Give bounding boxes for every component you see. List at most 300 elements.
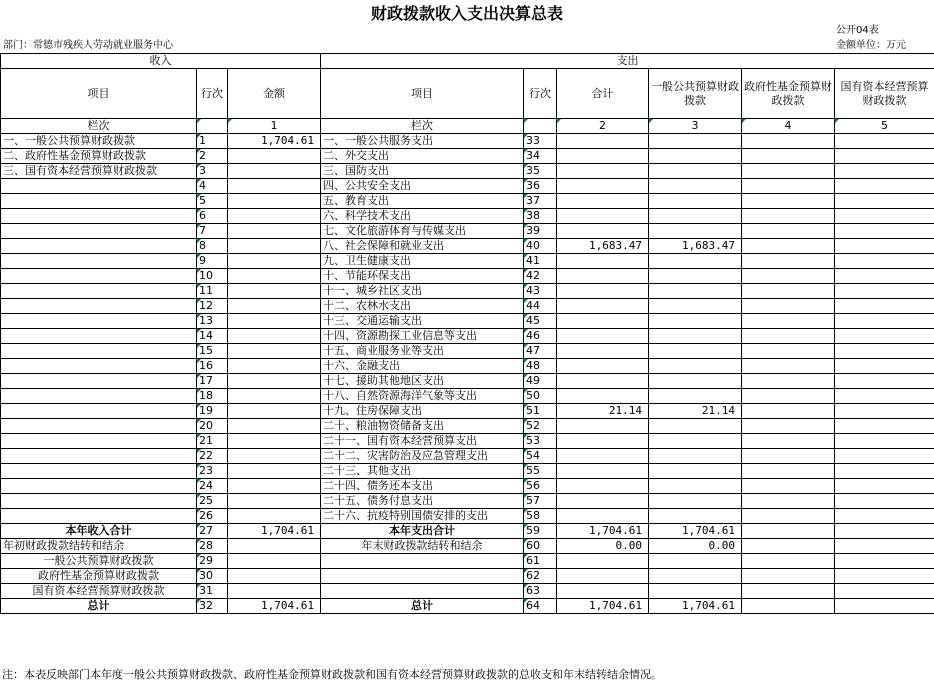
income-item bbox=[1, 329, 197, 344]
expense-general-budget bbox=[649, 509, 742, 524]
expense-general-budget bbox=[649, 494, 742, 509]
expense-fund-budget bbox=[742, 449, 835, 464]
expense-fund-budget bbox=[742, 299, 835, 314]
expense-row-no: 35 bbox=[524, 164, 557, 179]
expense-row-no: 40 bbox=[524, 239, 557, 254]
income-item: 本年收入合计 bbox=[1, 524, 197, 539]
income-item bbox=[1, 389, 197, 404]
col-index-1: 1 bbox=[228, 119, 321, 134]
col-index-2: 2 bbox=[557, 119, 649, 134]
income-item: 年初财政拨款结转和结余 bbox=[1, 539, 197, 554]
expense-total bbox=[557, 209, 649, 224]
table-row bbox=[1, 209, 934, 224]
income-item bbox=[1, 419, 197, 434]
expense-item: 二、外交支出 bbox=[321, 149, 524, 164]
income-amount bbox=[228, 389, 321, 404]
table-row bbox=[1, 389, 934, 404]
income-item bbox=[1, 299, 197, 314]
income-row-no: 4 bbox=[197, 179, 228, 194]
expense-state-capital bbox=[835, 179, 934, 194]
income-amount bbox=[228, 239, 321, 254]
expense-fund-budget bbox=[742, 419, 835, 434]
expense-total bbox=[557, 584, 649, 599]
expense-total bbox=[557, 269, 649, 284]
expense-total bbox=[557, 359, 649, 374]
expense-fund-budget bbox=[742, 509, 835, 524]
income-row-no: 27 bbox=[197, 524, 228, 539]
expense-row-no: 61 bbox=[524, 554, 557, 569]
expense-row-no: 57 bbox=[524, 494, 557, 509]
expense-row-no: 33 bbox=[524, 134, 557, 149]
expense-item: 本年支出合计 bbox=[321, 524, 524, 539]
col-index-label: 栏次 bbox=[1, 119, 197, 134]
income-item: 一般公共预算财政拨款 bbox=[1, 554, 197, 569]
income-amount bbox=[228, 509, 321, 524]
expense-state-capital bbox=[835, 494, 934, 509]
col-index-4: 4 bbox=[742, 119, 835, 134]
table-row bbox=[1, 449, 934, 464]
expense-general-budget: 1,683.47 bbox=[649, 239, 742, 254]
income-amount bbox=[228, 179, 321, 194]
expense-general-budget: 1,704.61 bbox=[649, 524, 742, 539]
expense-general-budget bbox=[649, 149, 742, 164]
expense-row-no: 53 bbox=[524, 434, 557, 449]
expense-state-capital bbox=[835, 164, 934, 179]
table-row bbox=[1, 479, 934, 494]
income-amount bbox=[228, 299, 321, 314]
income-row-no: 9 bbox=[197, 254, 228, 269]
expense-row-no: 43 bbox=[524, 284, 557, 299]
income-row-no: 26 bbox=[197, 509, 228, 524]
department-label: 部门：常德市残疾人劳动就业服务中心 bbox=[3, 40, 173, 51]
expense-total bbox=[557, 374, 649, 389]
income-item bbox=[1, 449, 197, 464]
expense-general-budget bbox=[649, 269, 742, 284]
expense-total bbox=[557, 434, 649, 449]
expense-item: 二十四、债务还本支出 bbox=[321, 479, 524, 494]
income-amount bbox=[228, 224, 321, 239]
expense-row-no: 63 bbox=[524, 584, 557, 599]
expense-fund-budget bbox=[742, 239, 835, 254]
expense-total bbox=[557, 479, 649, 494]
expense-item: 十九、住房保障支出 bbox=[321, 404, 524, 419]
income-item bbox=[1, 494, 197, 509]
expense-total bbox=[557, 314, 649, 329]
income-item bbox=[1, 509, 197, 524]
table-row bbox=[1, 554, 934, 569]
expense-fund-budget bbox=[742, 569, 835, 584]
income-row-no: 24 bbox=[197, 479, 228, 494]
income-item bbox=[1, 434, 197, 449]
table-row bbox=[1, 344, 934, 359]
income-amount: 1,704.61 bbox=[228, 599, 321, 614]
expense-general-budget bbox=[649, 419, 742, 434]
income-item bbox=[1, 224, 197, 239]
expense-fund-budget bbox=[742, 224, 835, 239]
table-row bbox=[1, 434, 934, 449]
expense-total bbox=[557, 284, 649, 299]
income-item bbox=[1, 374, 197, 389]
table-row bbox=[1, 299, 934, 314]
expense-general-budget bbox=[649, 314, 742, 329]
income-item bbox=[1, 479, 197, 494]
expense-state-capital bbox=[835, 194, 934, 209]
expense-general-budget bbox=[649, 224, 742, 239]
income-row-no: 25 bbox=[197, 494, 228, 509]
expense-item bbox=[321, 584, 524, 599]
income-amount bbox=[228, 314, 321, 329]
income-amount bbox=[228, 494, 321, 509]
expense-fund-budget bbox=[742, 269, 835, 284]
expense-general-budget bbox=[649, 194, 742, 209]
state-capital-header: 国有资本经营预算财政拨款 bbox=[835, 69, 934, 119]
income-amount bbox=[228, 569, 321, 584]
table-row bbox=[1, 254, 934, 269]
expense-state-capital bbox=[835, 584, 934, 599]
table-row bbox=[1, 524, 934, 539]
expense-state-capital bbox=[835, 359, 934, 374]
expense-total: 1,704.61 bbox=[557, 524, 649, 539]
report-title: 财政拨款收入支出决算总表 bbox=[370, 4, 563, 23]
table-row bbox=[1, 269, 934, 284]
income-row-no: 31 bbox=[197, 584, 228, 599]
income-amount bbox=[228, 344, 321, 359]
expense-total bbox=[557, 329, 649, 344]
expense-state-capital bbox=[835, 479, 934, 494]
income-row-no: 6 bbox=[197, 209, 228, 224]
expense-row-no: 55 bbox=[524, 464, 557, 479]
expense-item: 八、社会保障和就业支出 bbox=[321, 239, 524, 254]
expense-general-budget bbox=[649, 164, 742, 179]
expense-fund-budget bbox=[742, 329, 835, 344]
expense-state-capital bbox=[835, 254, 934, 269]
expense-row-no: 44 bbox=[524, 299, 557, 314]
income-amount bbox=[228, 539, 321, 554]
expense-total bbox=[557, 464, 649, 479]
income-row-no: 1 bbox=[197, 134, 228, 149]
expense-general-budget bbox=[649, 464, 742, 479]
income-item bbox=[1, 254, 197, 269]
expense-row-no: 46 bbox=[524, 329, 557, 344]
expense-item: 年末财政拨款结转和结余 bbox=[321, 539, 524, 554]
income-amount bbox=[228, 584, 321, 599]
expense-fund-budget bbox=[742, 194, 835, 209]
income-row-no: 15 bbox=[197, 344, 228, 359]
expense-fund-budget bbox=[742, 404, 835, 419]
table-row bbox=[1, 494, 934, 509]
expense-fund-budget bbox=[742, 434, 835, 449]
expense-state-capital bbox=[835, 434, 934, 449]
expense-fund-budget bbox=[742, 584, 835, 599]
total-header: 合计 bbox=[557, 69, 649, 119]
expense-item: 二十、粮油物资储备支出 bbox=[321, 419, 524, 434]
expense-row-no: 41 bbox=[524, 254, 557, 269]
income-row-no: 20 bbox=[197, 419, 228, 434]
income-amount bbox=[228, 404, 321, 419]
expense-general-budget bbox=[649, 584, 742, 599]
income-item: 三、国有资本经营预算财政拨款 bbox=[1, 164, 197, 179]
income-row-no: 7 bbox=[197, 224, 228, 239]
col-index-label-expense: 栏次 bbox=[321, 119, 524, 134]
expense-state-capital bbox=[835, 269, 934, 284]
table-row bbox=[1, 539, 934, 554]
income-item bbox=[1, 404, 197, 419]
table-row bbox=[1, 284, 934, 299]
income-amount bbox=[228, 269, 321, 284]
expense-item: 五、教育支出 bbox=[321, 194, 524, 209]
expense-total bbox=[557, 449, 649, 464]
income-row-no: 8 bbox=[197, 239, 228, 254]
general-budget-header: 一般公共预算财政拨款 bbox=[649, 69, 742, 119]
table-row bbox=[1, 569, 934, 584]
income-amount bbox=[228, 419, 321, 434]
income-amount bbox=[228, 359, 321, 374]
form-number: 公开04表 bbox=[836, 25, 879, 36]
finance-table bbox=[0, 53, 934, 614]
col-index-3: 3 bbox=[649, 119, 742, 134]
expense-state-capital bbox=[835, 464, 934, 479]
income-row-no: 13 bbox=[197, 314, 228, 329]
expense-general-budget bbox=[649, 299, 742, 314]
income-amount: 1,704.61 bbox=[228, 134, 321, 149]
expense-state-capital bbox=[835, 404, 934, 419]
expense-item: 四、公共安全支出 bbox=[321, 179, 524, 194]
income-row-no: 22 bbox=[197, 449, 228, 464]
income-amount bbox=[228, 329, 321, 344]
income-item bbox=[1, 239, 197, 254]
expense-general-budget bbox=[649, 344, 742, 359]
expense-item-header: 项目 bbox=[321, 69, 524, 119]
expense-general-budget bbox=[649, 554, 742, 569]
expense-state-capital bbox=[835, 389, 934, 404]
expense-row-no: 54 bbox=[524, 449, 557, 464]
income-item-header: 项目 bbox=[1, 69, 197, 119]
table-row bbox=[1, 164, 934, 179]
expense-state-capital bbox=[835, 524, 934, 539]
table-row bbox=[1, 194, 934, 209]
expense-state-capital bbox=[835, 344, 934, 359]
expense-item: 总计 bbox=[321, 599, 524, 614]
expense-total bbox=[557, 149, 649, 164]
expense-state-capital bbox=[835, 554, 934, 569]
expense-fund-budget bbox=[742, 314, 835, 329]
expense-item: 一、一般公共服务支出 bbox=[321, 134, 524, 149]
income-amount bbox=[228, 149, 321, 164]
income-row-no: 3 bbox=[197, 164, 228, 179]
table-row bbox=[1, 314, 934, 329]
table-row bbox=[1, 419, 934, 434]
expense-state-capital bbox=[835, 599, 934, 614]
income-item: 一、一般公共预算财政拨款 bbox=[1, 134, 197, 149]
expense-row-no: 36 bbox=[524, 179, 557, 194]
income-row-no: 2 bbox=[197, 149, 228, 164]
expense-fund-budget bbox=[742, 374, 835, 389]
expense-total bbox=[557, 299, 649, 314]
expense-fund-budget bbox=[742, 344, 835, 359]
income-row-no: 28 bbox=[197, 539, 228, 554]
expense-item bbox=[321, 569, 524, 584]
expense-state-capital bbox=[835, 509, 934, 524]
table-row bbox=[1, 404, 934, 419]
income-row-no: 11 bbox=[197, 284, 228, 299]
expense-general-budget bbox=[649, 284, 742, 299]
expense-fund-budget bbox=[742, 359, 835, 374]
table-row bbox=[1, 464, 934, 479]
income-item bbox=[1, 284, 197, 299]
expense-fund-budget bbox=[742, 539, 835, 554]
income-item bbox=[1, 269, 197, 284]
expense-row-no: 56 bbox=[524, 479, 557, 494]
expense-state-capital bbox=[835, 149, 934, 164]
income-row-no: 10 bbox=[197, 269, 228, 284]
income-item bbox=[1, 464, 197, 479]
expense-total bbox=[557, 254, 649, 269]
expense-item: 十五、商业服务业等支出 bbox=[321, 344, 524, 359]
table-row bbox=[1, 374, 934, 389]
expense-item: 二十三、其他支出 bbox=[321, 464, 524, 479]
table-row bbox=[1, 134, 934, 149]
expense-general-budget: 0.00 bbox=[649, 539, 742, 554]
expense-general-budget bbox=[649, 434, 742, 449]
expense-row-no: 38 bbox=[524, 209, 557, 224]
expense-row-no: 58 bbox=[524, 509, 557, 524]
table-row bbox=[1, 359, 934, 374]
expense-item: 六、科学技术支出 bbox=[321, 209, 524, 224]
expense-item: 二十一、国有资本经营预算支出 bbox=[321, 434, 524, 449]
expense-general-budget bbox=[649, 179, 742, 194]
income-amount bbox=[228, 209, 321, 224]
income-amount bbox=[228, 374, 321, 389]
col-index-blank-expense bbox=[524, 119, 557, 134]
income-row-no: 18 bbox=[197, 389, 228, 404]
expense-item: 十二、农林水支出 bbox=[321, 299, 524, 314]
expense-item bbox=[321, 554, 524, 569]
expense-row-no: 49 bbox=[524, 374, 557, 389]
table-row bbox=[1, 239, 934, 254]
expense-state-capital bbox=[835, 374, 934, 389]
expense-fund-budget bbox=[742, 179, 835, 194]
income-item bbox=[1, 194, 197, 209]
expense-total bbox=[557, 389, 649, 404]
expense-row-no: 48 bbox=[524, 359, 557, 374]
expense-state-capital bbox=[835, 284, 934, 299]
expense-total: 0.00 bbox=[557, 539, 649, 554]
expense-row-no: 47 bbox=[524, 344, 557, 359]
expense-fund-budget bbox=[742, 284, 835, 299]
expense-row-no: 62 bbox=[524, 569, 557, 584]
expense-rowno-header: 行次 bbox=[524, 69, 557, 119]
expense-item: 十八、自然资源海洋气象等支出 bbox=[321, 389, 524, 404]
expense-fund-budget bbox=[742, 479, 835, 494]
expense-row-no: 50 bbox=[524, 389, 557, 404]
income-rowno-header: 行次 bbox=[197, 69, 228, 119]
expense-general-budget: 21.14 bbox=[649, 404, 742, 419]
expense-item: 十七、援助其他地区支出 bbox=[321, 374, 524, 389]
income-amount bbox=[228, 464, 321, 479]
expense-general-budget bbox=[649, 569, 742, 584]
income-row-no: 17 bbox=[197, 374, 228, 389]
expense-total bbox=[557, 179, 649, 194]
income-row-no: 12 bbox=[197, 299, 228, 314]
expense-row-no: 34 bbox=[524, 149, 557, 164]
expense-fund-budget bbox=[742, 164, 835, 179]
expense-state-capital bbox=[835, 299, 934, 314]
income-amount-header: 金额 bbox=[228, 69, 321, 119]
expense-general-budget: 1,704.61 bbox=[649, 599, 742, 614]
income-header: 收入 bbox=[1, 54, 321, 69]
expense-total bbox=[557, 344, 649, 359]
fund-budget-header: 政府性基金预算财政拨款 bbox=[742, 69, 835, 119]
expense-row-no: 45 bbox=[524, 314, 557, 329]
expense-fund-budget bbox=[742, 554, 835, 569]
income-amount bbox=[228, 284, 321, 299]
income-amount bbox=[228, 164, 321, 179]
income-row-no: 30 bbox=[197, 569, 228, 584]
expense-total bbox=[557, 134, 649, 149]
expense-state-capital bbox=[835, 449, 934, 464]
expense-item: 七、文化旅游体育与传媒支出 bbox=[321, 224, 524, 239]
expense-row-no: 59 bbox=[524, 524, 557, 539]
expense-fund-budget bbox=[742, 599, 835, 614]
expense-item: 二十二、灾害防治及应急管理支出 bbox=[321, 449, 524, 464]
expense-total bbox=[557, 509, 649, 524]
table-note: 注：本表反映部门本年度一般公共预算财政拨款、政府性基金预算财政拨款和国有资本经营预算财政拨款的总收支和年末结转结余情况。 bbox=[2, 668, 662, 681]
expense-state-capital bbox=[835, 314, 934, 329]
income-row-no: 14 bbox=[197, 329, 228, 344]
expense-fund-budget bbox=[742, 464, 835, 479]
expense-item: 十四、资源勘探工业信息等支出 bbox=[321, 329, 524, 344]
expense-total: 1,683.47 bbox=[557, 239, 649, 254]
income-item bbox=[1, 344, 197, 359]
income-amount: 1,704.61 bbox=[228, 524, 321, 539]
expense-state-capital bbox=[835, 209, 934, 224]
expense-row-no: 60 bbox=[524, 539, 557, 554]
income-amount bbox=[228, 434, 321, 449]
expense-row-no: 39 bbox=[524, 224, 557, 239]
expense-fund-budget bbox=[742, 209, 835, 224]
income-item bbox=[1, 209, 197, 224]
expense-total: 1,704.61 bbox=[557, 599, 649, 614]
unit-label: 金额单位：万元 bbox=[836, 40, 906, 51]
expense-total bbox=[557, 164, 649, 179]
col-index-5: 5 bbox=[835, 119, 934, 134]
expense-row-no: 52 bbox=[524, 419, 557, 434]
expense-total bbox=[557, 224, 649, 239]
table-row bbox=[1, 599, 934, 614]
income-row-no: 23 bbox=[197, 464, 228, 479]
income-row-no: 16 bbox=[197, 359, 228, 374]
expense-fund-budget bbox=[742, 149, 835, 164]
expense-general-budget bbox=[649, 209, 742, 224]
expense-fund-budget bbox=[742, 134, 835, 149]
income-amount bbox=[228, 254, 321, 269]
expense-item: 十六、金融支出 bbox=[321, 359, 524, 374]
expense-total bbox=[557, 494, 649, 509]
expense-general-budget bbox=[649, 449, 742, 464]
table-row bbox=[1, 149, 934, 164]
income-item bbox=[1, 314, 197, 329]
expense-fund-budget bbox=[742, 494, 835, 509]
expense-total bbox=[557, 194, 649, 209]
expense-row-no: 51 bbox=[524, 404, 557, 419]
col-index-blank bbox=[197, 119, 228, 134]
expense-general-budget bbox=[649, 359, 742, 374]
expense-general-budget bbox=[649, 374, 742, 389]
table-row bbox=[1, 329, 934, 344]
expense-fund-budget bbox=[742, 389, 835, 404]
expense-header: 支出 bbox=[321, 54, 934, 69]
expense-state-capital bbox=[835, 419, 934, 434]
